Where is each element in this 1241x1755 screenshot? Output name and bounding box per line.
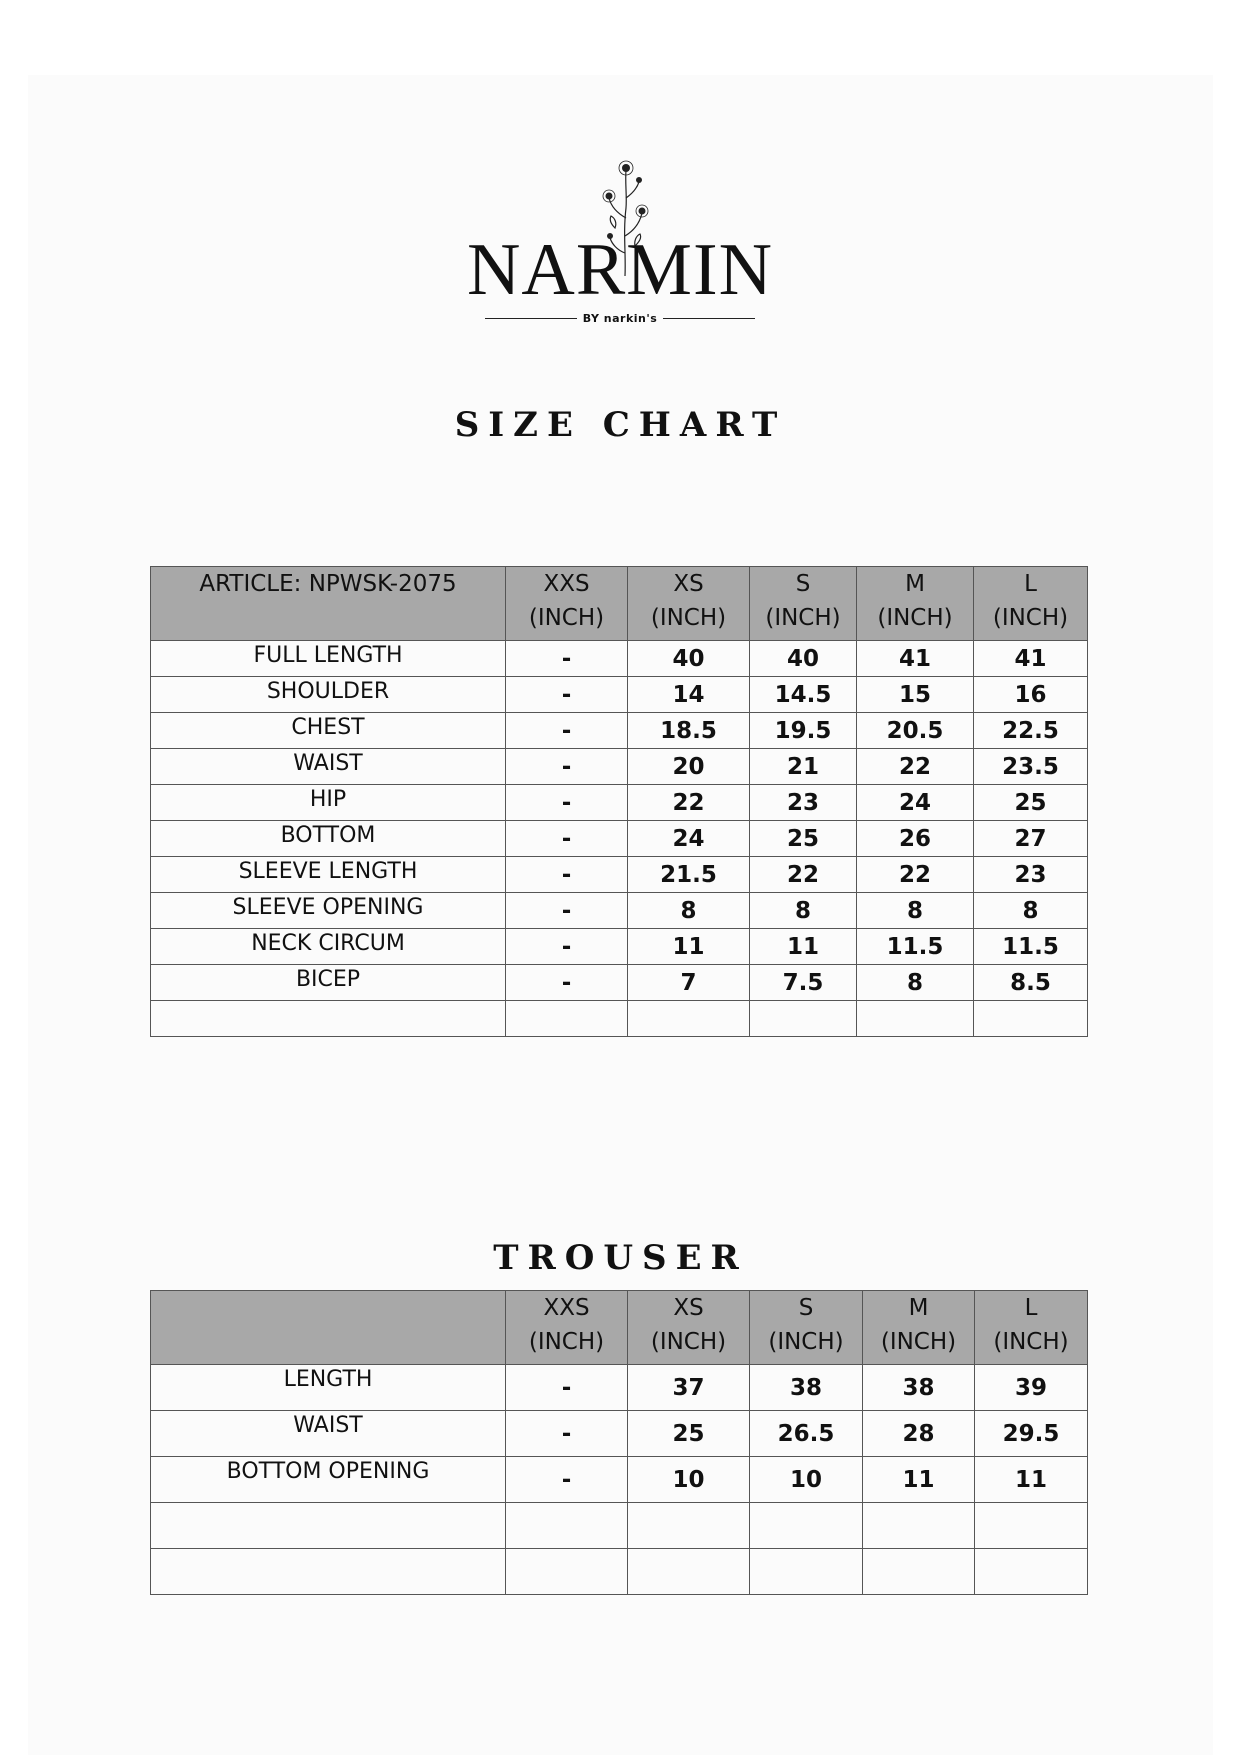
size-header-l: L (INCH): [974, 567, 1088, 641]
measurement-value: 8: [628, 893, 750, 929]
measurement-value: 41: [857, 641, 974, 677]
measurement-value: -: [506, 713, 628, 749]
measurement-value: 7: [628, 965, 750, 1001]
measurement-value: 11: [975, 1457, 1088, 1503]
measurement-value: [750, 1503, 863, 1549]
measurement-value: 11.5: [974, 929, 1088, 965]
measurement-value: 40: [628, 641, 750, 677]
size-header-xs: XS (INCH): [628, 567, 750, 641]
table-row: [151, 713, 1088, 749]
measurement-label: FULL LENGTH: [151, 641, 506, 677]
measurement-label: HIP: [151, 785, 506, 821]
measurement-label: WAIST: [151, 1411, 506, 1457]
measurement-value: 8: [857, 965, 974, 1001]
measurement-value: 26.5: [750, 1411, 863, 1457]
measurement-value: [628, 1001, 750, 1037]
article-header: ARTICLE: NPWSK-2075: [151, 567, 506, 641]
measurement-label: CHEST: [151, 713, 506, 749]
measurement-value: 10: [628, 1457, 750, 1503]
measurement-value: -: [506, 785, 628, 821]
measurement-value: [975, 1503, 1088, 1549]
measurement-label: SLEEVE LENGTH: [151, 857, 506, 893]
measurement-value: 10: [750, 1457, 863, 1503]
measurement-value: 24: [857, 785, 974, 821]
byline-text: BY narkin's: [582, 311, 658, 325]
measurement-value: 22: [857, 749, 974, 785]
table-row: [151, 893, 1088, 929]
measurement-value: 22: [750, 857, 857, 893]
measurement-value: 8.5: [974, 965, 1088, 1001]
measurement-value: 23: [974, 857, 1088, 893]
measurement-value: 8: [857, 893, 974, 929]
measurement-value: [506, 1001, 628, 1037]
measurement-value: 26: [857, 821, 974, 857]
table-row: [151, 677, 1088, 713]
measurement-value: 40: [750, 641, 857, 677]
table-row: [151, 749, 1088, 785]
measurement-label: [151, 1549, 506, 1595]
measurement-value: 16: [974, 677, 1088, 713]
size-header-s: S (INCH): [750, 1291, 863, 1365]
table-header-row: [151, 567, 1088, 641]
measurement-value: 14: [628, 677, 750, 713]
measurement-label: SLEEVE OPENING: [151, 893, 506, 929]
measurement-value: 23: [750, 785, 857, 821]
measurement-value: 29.5: [975, 1411, 1088, 1457]
measurement-value: [506, 1503, 628, 1549]
measurement-value: [975, 1549, 1088, 1595]
measurement-value: 8: [750, 893, 857, 929]
measurement-value: 19.5: [750, 713, 857, 749]
measurement-value: [974, 1001, 1088, 1037]
brand-byline: [460, 310, 780, 326]
size-header-xs: XS (INCH): [628, 1291, 750, 1365]
measurement-value: -: [506, 1411, 628, 1457]
measurement-value: -: [506, 929, 628, 965]
measurement-value: 28: [863, 1411, 975, 1457]
measurement-label: BOTTOM: [151, 821, 506, 857]
measurement-value: -: [506, 749, 628, 785]
table-header-row: [151, 1291, 1088, 1365]
measurement-label: [151, 1001, 506, 1037]
measurement-value: 11: [750, 929, 857, 965]
table-row: [151, 1365, 1088, 1411]
size-header-xxs: XXS (INCH): [506, 567, 628, 641]
table-row: [151, 1411, 1088, 1457]
table-row: [151, 641, 1088, 677]
measurement-value: 11: [863, 1457, 975, 1503]
measurement-label: WAIST: [151, 749, 506, 785]
trouser-body: [151, 1365, 1088, 1595]
measurement-value: 18.5: [628, 713, 750, 749]
byline-rule-right: [663, 318, 755, 319]
table-row: [151, 1457, 1088, 1503]
measurement-value: 41: [974, 641, 1088, 677]
measurement-value: -: [506, 893, 628, 929]
brand-name: NARMIN: [466, 229, 774, 311]
measurement-value: -: [506, 821, 628, 857]
measurement-value: 25: [628, 1411, 750, 1457]
measurement-value: [863, 1503, 975, 1549]
measurement-value: 22: [628, 785, 750, 821]
measurement-value: [750, 1001, 857, 1037]
measurement-value: -: [506, 641, 628, 677]
trouser-table: [150, 1290, 1088, 1595]
table-row: [151, 1503, 1088, 1549]
measurement-value: [863, 1549, 975, 1595]
byline-rule-left: [485, 318, 577, 319]
measurement-label: BOTTOM OPENING: [151, 1457, 506, 1503]
table-row: [151, 965, 1088, 1001]
measurement-value: 24: [628, 821, 750, 857]
measurement-label: LENGTH: [151, 1365, 506, 1411]
size-header-xxs: XXS (INCH): [506, 1291, 628, 1365]
measurement-label: SHOULDER: [151, 677, 506, 713]
size-header-m: M (INCH): [863, 1291, 975, 1365]
brand-logo: [460, 150, 780, 335]
measurement-value: [506, 1549, 628, 1595]
measurement-value: 15: [857, 677, 974, 713]
measurement-label: [151, 1503, 506, 1549]
measurement-value: 21.5: [628, 857, 750, 893]
measurement-value: -: [506, 677, 628, 713]
measurement-value: -: [506, 965, 628, 1001]
measurement-value: 11.5: [857, 929, 974, 965]
measurement-value: 14.5: [750, 677, 857, 713]
measurement-value: 37: [628, 1365, 750, 1411]
table-row: [151, 1001, 1088, 1037]
table-row: [151, 821, 1088, 857]
article-header: [151, 1291, 506, 1365]
measurement-value: 8: [974, 893, 1088, 929]
measurement-value: 25: [750, 821, 857, 857]
measurement-value: [750, 1549, 863, 1595]
measurement-value: [628, 1503, 750, 1549]
measurement-value: 38: [750, 1365, 863, 1411]
measurement-value: -: [506, 1457, 628, 1503]
size-chart-title: SIZE CHART: [454, 405, 787, 445]
measurement-value: 38: [863, 1365, 975, 1411]
measurement-label: NECK CIRCUM: [151, 929, 506, 965]
measurement-value: 7.5: [750, 965, 857, 1001]
measurement-value: 22.5: [974, 713, 1088, 749]
measurement-value: 11: [628, 929, 750, 965]
measurement-value: 22: [857, 857, 974, 893]
measurement-value: [628, 1549, 750, 1595]
measurement-value: 21: [750, 749, 857, 785]
trouser-title: TROUSER: [493, 1238, 748, 1278]
measurement-value: 27: [974, 821, 1088, 857]
measurement-value: [857, 1001, 974, 1037]
size-chart-body: [151, 641, 1088, 1037]
measurement-value: 25: [974, 785, 1088, 821]
table-row: [151, 1549, 1088, 1595]
measurement-value: 39: [975, 1365, 1088, 1411]
measurement-value: -: [506, 1365, 628, 1411]
table-row: [151, 785, 1088, 821]
size-chart-table: [150, 566, 1088, 1037]
measurement-value: 20: [628, 749, 750, 785]
size-header-m: M (INCH): [857, 567, 974, 641]
measurement-value: 20.5: [857, 713, 974, 749]
table-row: [151, 929, 1088, 965]
table-row: [151, 857, 1088, 893]
size-header-s: S (INCH): [750, 567, 857, 641]
measurement-label: BICEP: [151, 965, 506, 1001]
measurement-value: -: [506, 857, 628, 893]
measurement-value: 23.5: [974, 749, 1088, 785]
size-header-l: L (INCH): [975, 1291, 1088, 1365]
